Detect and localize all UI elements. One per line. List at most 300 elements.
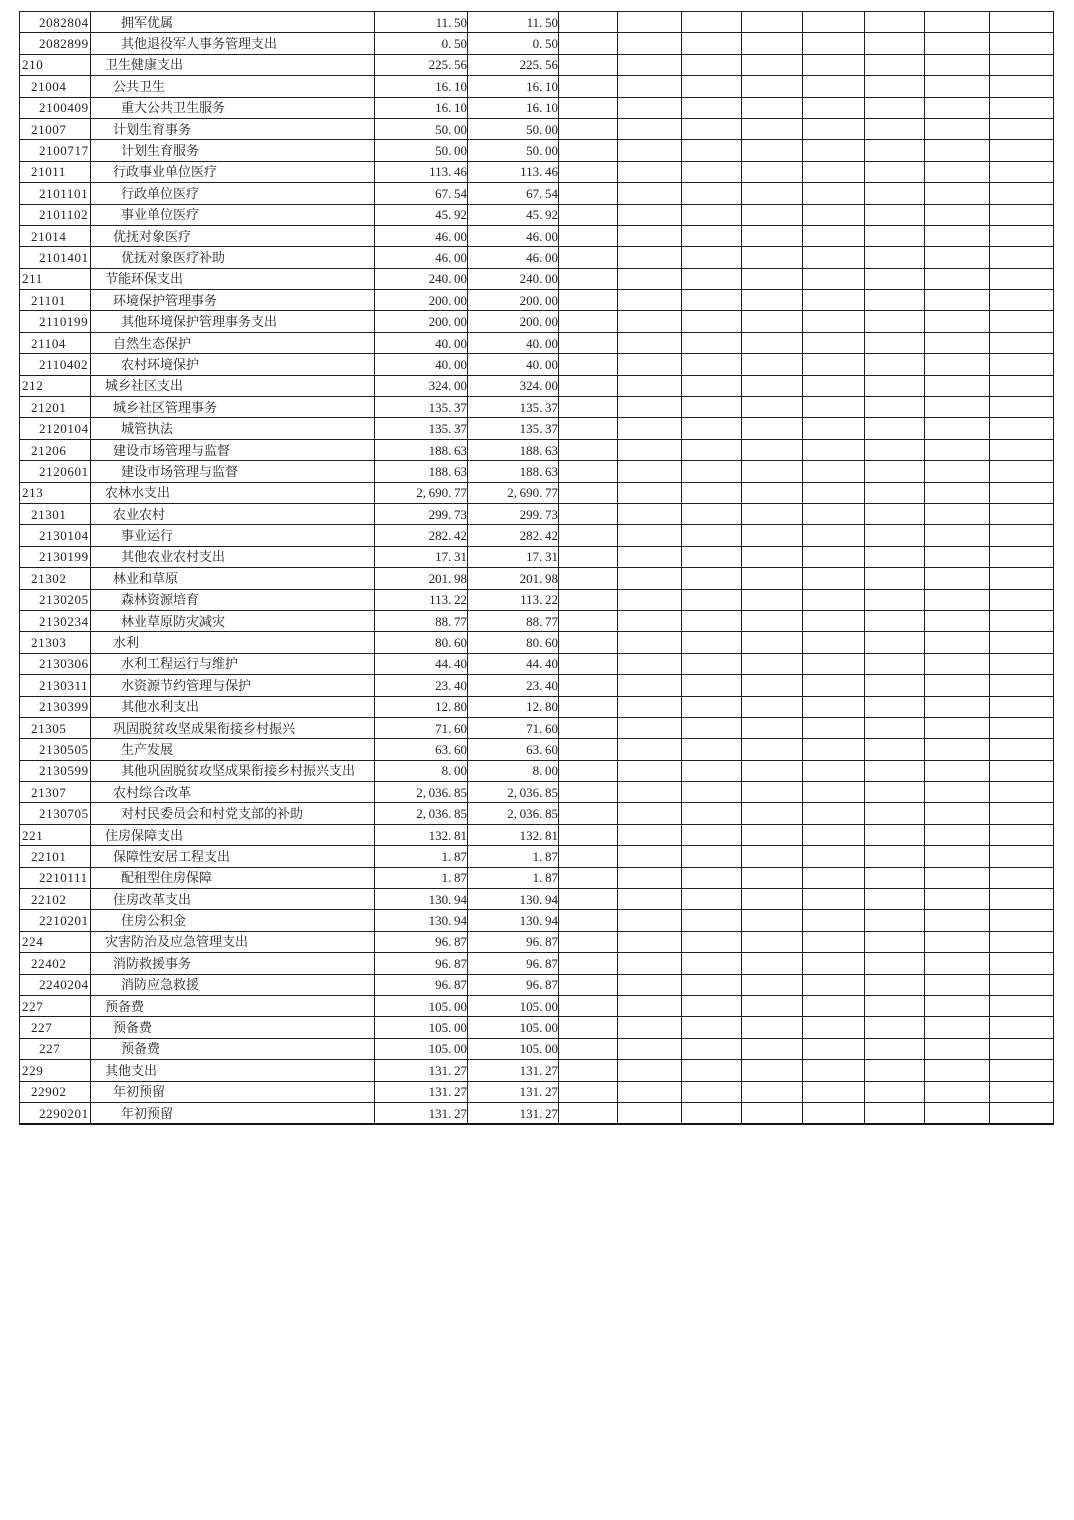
amount-cell-2: 132. 81 <box>468 824 559 845</box>
empty-cell <box>618 354 682 375</box>
table-row <box>20 118 1054 139</box>
table-row <box>20 589 1054 610</box>
amount-cell-1: 105. 00 <box>375 1038 468 1059</box>
empty-cell <box>618 418 682 439</box>
empty-cell <box>682 183 742 204</box>
empty-cell <box>742 995 803 1016</box>
amount-cell-1: 67. 54 <box>375 183 468 204</box>
empty-cell <box>990 161 1054 182</box>
table-row <box>20 290 1054 311</box>
table-row <box>20 204 1054 225</box>
item-name-cell: 年初预留 <box>91 1102 375 1124</box>
empty-cell <box>865 204 925 225</box>
empty-cell <box>925 824 990 845</box>
code-cell: 21305 <box>20 717 91 738</box>
empty-cell <box>618 1017 682 1038</box>
empty-cell <box>865 1038 925 1059</box>
empty-cell <box>925 1081 990 1102</box>
empty-cell <box>742 1081 803 1102</box>
empty-cell <box>742 953 803 974</box>
empty-cell <box>559 1017 618 1038</box>
amount-cell-1: 113. 46 <box>375 161 468 182</box>
empty-cell <box>742 97 803 118</box>
empty-cell <box>925 354 990 375</box>
empty-cell <box>865 846 925 867</box>
code-cell: 21011 <box>20 161 91 182</box>
amount-cell-2: 96. 87 <box>468 953 559 974</box>
table-row <box>20 503 1054 524</box>
table-row <box>20 974 1054 995</box>
empty-cell <box>803 589 865 610</box>
amount-cell-1: 113. 22 <box>375 589 468 610</box>
empty-cell <box>742 76 803 97</box>
item-name-cell: 配租型住房保障 <box>91 867 375 888</box>
empty-cell <box>618 632 682 653</box>
amount-cell-1: 130. 94 <box>375 889 468 910</box>
empty-cell <box>682 140 742 161</box>
empty-cell <box>990 931 1054 952</box>
empty-cell <box>559 1102 618 1124</box>
empty-cell <box>682 867 742 888</box>
empty-cell <box>742 332 803 353</box>
item-name-cell: 计划生育事务 <box>91 118 375 139</box>
table-row <box>20 268 1054 289</box>
empty-cell <box>865 739 925 760</box>
table-row <box>20 397 1054 418</box>
empty-cell <box>990 461 1054 482</box>
empty-cell <box>618 118 682 139</box>
empty-cell <box>742 439 803 460</box>
empty-cell <box>742 610 803 631</box>
code-cell: 2101102 <box>20 204 91 225</box>
table-row <box>20 632 1054 653</box>
empty-cell <box>803 739 865 760</box>
amount-cell-2: 113. 46 <box>468 161 559 182</box>
empty-cell <box>559 675 618 696</box>
empty-cell <box>803 953 865 974</box>
empty-cell <box>925 204 990 225</box>
empty-cell <box>682 632 742 653</box>
empty-cell <box>618 1081 682 1102</box>
empty-cell <box>865 867 925 888</box>
empty-cell <box>742 1038 803 1059</box>
empty-cell <box>559 889 618 910</box>
empty-cell <box>618 161 682 182</box>
amount-cell-1: 200. 00 <box>375 290 468 311</box>
empty-cell <box>742 397 803 418</box>
empty-cell <box>865 461 925 482</box>
empty-cell <box>803 161 865 182</box>
empty-cell <box>925 995 990 1016</box>
amount-cell-2: 0. 50 <box>468 33 559 54</box>
amount-cell-2: 105. 00 <box>468 1017 559 1038</box>
item-name-cell: 森林资源培育 <box>91 589 375 610</box>
empty-cell <box>865 717 925 738</box>
empty-cell <box>803 290 865 311</box>
empty-cell <box>618 140 682 161</box>
empty-cell <box>559 995 618 1016</box>
empty-cell <box>925 225 990 246</box>
empty-cell <box>990 1060 1054 1081</box>
empty-cell <box>865 760 925 781</box>
empty-cell <box>682 760 742 781</box>
amount-cell-2: 2, 036. 85 <box>468 803 559 824</box>
code-cell: 2130705 <box>20 803 91 824</box>
empty-cell <box>618 375 682 396</box>
table-row <box>20 461 1054 482</box>
empty-cell <box>925 803 990 824</box>
empty-cell <box>925 1060 990 1081</box>
empty-cell <box>865 953 925 974</box>
empty-cell <box>559 953 618 974</box>
empty-cell <box>990 503 1054 524</box>
amount-cell-2: 12. 80 <box>468 696 559 717</box>
table-row <box>20 482 1054 503</box>
empty-cell <box>990 846 1054 867</box>
amount-cell-2: 23. 40 <box>468 675 559 696</box>
empty-cell <box>865 546 925 567</box>
empty-cell <box>742 12 803 33</box>
empty-cell <box>865 375 925 396</box>
empty-cell <box>559 76 618 97</box>
empty-cell <box>682 824 742 845</box>
amount-cell-1: 1. 87 <box>375 867 468 888</box>
item-name-cell: 重大公共卫生服务 <box>91 97 375 118</box>
empty-cell <box>682 290 742 311</box>
table-row <box>20 803 1054 824</box>
empty-cell <box>803 546 865 567</box>
code-cell: 224 <box>20 931 91 952</box>
amount-cell-1: 188. 63 <box>375 461 468 482</box>
empty-cell <box>682 995 742 1016</box>
empty-cell <box>559 140 618 161</box>
empty-cell <box>742 1060 803 1081</box>
empty-cell <box>925 290 990 311</box>
empty-cell <box>682 589 742 610</box>
empty-cell <box>559 204 618 225</box>
empty-cell <box>803 760 865 781</box>
empty-cell <box>559 867 618 888</box>
item-name-cell: 住房保障支出 <box>91 824 375 845</box>
amount-cell-1: 96. 87 <box>375 974 468 995</box>
code-cell: 2101101 <box>20 183 91 204</box>
item-name-cell: 巩固脱贫攻坚成果衔接乡村振兴 <box>91 717 375 738</box>
empty-cell <box>682 12 742 33</box>
empty-cell <box>865 183 925 204</box>
item-name-cell: 优抚对象医疗补助 <box>91 247 375 268</box>
empty-cell <box>742 632 803 653</box>
empty-cell <box>803 225 865 246</box>
empty-cell <box>559 931 618 952</box>
empty-cell <box>803 354 865 375</box>
item-name-cell: 消防应急救援 <box>91 974 375 995</box>
amount-cell-1: 282. 42 <box>375 525 468 546</box>
empty-cell <box>742 311 803 332</box>
empty-cell <box>990 910 1054 931</box>
item-name-cell: 自然生态保护 <box>91 332 375 353</box>
empty-cell <box>742 739 803 760</box>
empty-cell <box>682 739 742 760</box>
empty-cell <box>990 782 1054 803</box>
empty-cell <box>742 54 803 75</box>
empty-cell <box>803 931 865 952</box>
item-name-cell: 环境保护管理事务 <box>91 290 375 311</box>
empty-cell <box>925 54 990 75</box>
empty-cell <box>559 546 618 567</box>
empty-cell <box>990 418 1054 439</box>
amount-cell-1: 44. 40 <box>375 653 468 674</box>
empty-cell <box>618 803 682 824</box>
amount-cell-1: 88. 77 <box>375 610 468 631</box>
empty-cell <box>742 525 803 546</box>
amount-cell-2: 16. 10 <box>468 76 559 97</box>
amount-cell-1: 132. 81 <box>375 824 468 845</box>
empty-cell <box>682 311 742 332</box>
empty-cell <box>618 675 682 696</box>
empty-cell <box>682 247 742 268</box>
amount-cell-2: 131. 27 <box>468 1060 559 1081</box>
empty-cell <box>618 610 682 631</box>
amount-cell-2: 67. 54 <box>468 183 559 204</box>
amount-cell-1: 71. 60 <box>375 717 468 738</box>
empty-cell <box>925 760 990 781</box>
amount-cell-1: 8. 00 <box>375 760 468 781</box>
empty-cell <box>925 311 990 332</box>
empty-cell <box>865 332 925 353</box>
empty-cell <box>865 610 925 631</box>
empty-cell <box>865 995 925 1016</box>
empty-cell <box>742 268 803 289</box>
empty-cell <box>925 739 990 760</box>
table-row <box>20 653 1054 674</box>
amount-cell-1: 46. 00 <box>375 247 468 268</box>
empty-cell <box>990 375 1054 396</box>
table-row <box>20 97 1054 118</box>
empty-cell <box>682 525 742 546</box>
empty-cell <box>925 653 990 674</box>
item-name-cell: 建设市场管理与监督 <box>91 461 375 482</box>
empty-cell <box>559 161 618 182</box>
empty-cell <box>990 889 1054 910</box>
item-name-cell: 住房改革支出 <box>91 889 375 910</box>
empty-cell <box>742 910 803 931</box>
code-cell: 21206 <box>20 439 91 460</box>
empty-cell <box>742 546 803 567</box>
empty-cell <box>865 1060 925 1081</box>
empty-cell <box>682 803 742 824</box>
empty-cell <box>925 397 990 418</box>
empty-cell <box>990 482 1054 503</box>
empty-cell <box>618 995 682 1016</box>
empty-cell <box>803 204 865 225</box>
item-name-cell: 行政单位医疗 <box>91 183 375 204</box>
empty-cell <box>865 931 925 952</box>
empty-cell <box>742 846 803 867</box>
empty-cell <box>682 33 742 54</box>
amount-cell-2: 40. 00 <box>468 354 559 375</box>
amount-cell-1: 135. 37 <box>375 418 468 439</box>
empty-cell <box>742 354 803 375</box>
empty-cell <box>559 589 618 610</box>
empty-cell <box>682 910 742 931</box>
empty-cell <box>925 183 990 204</box>
empty-cell <box>990 97 1054 118</box>
item-name-cell: 其他退役军人事务管理支出 <box>91 33 375 54</box>
empty-cell <box>559 910 618 931</box>
amount-cell-1: 96. 87 <box>375 931 468 952</box>
empty-cell <box>559 803 618 824</box>
amount-cell-2: 17. 31 <box>468 546 559 567</box>
empty-cell <box>618 910 682 931</box>
empty-cell <box>925 439 990 460</box>
budget-expenditure-table <box>19 11 1054 1125</box>
item-name-cell: 节能环保支出 <box>91 268 375 289</box>
empty-cell <box>925 1017 990 1038</box>
empty-cell <box>925 910 990 931</box>
amount-cell-1: 17. 31 <box>375 546 468 567</box>
empty-cell <box>803 54 865 75</box>
table-row <box>20 675 1054 696</box>
amount-cell-1: 16. 10 <box>375 76 468 97</box>
empty-cell <box>618 268 682 289</box>
amount-cell-1: 16. 10 <box>375 97 468 118</box>
empty-cell <box>682 204 742 225</box>
empty-cell <box>682 931 742 952</box>
empty-cell <box>865 118 925 139</box>
empty-cell <box>865 889 925 910</box>
amount-cell-1: 50. 00 <box>375 118 468 139</box>
empty-cell <box>865 33 925 54</box>
code-cell: 2130306 <box>20 653 91 674</box>
empty-cell <box>803 439 865 460</box>
amount-cell-1: 63. 60 <box>375 739 468 760</box>
empty-cell <box>925 782 990 803</box>
empty-cell <box>803 482 865 503</box>
empty-cell <box>925 568 990 589</box>
empty-cell <box>559 332 618 353</box>
empty-cell <box>803 332 865 353</box>
empty-cell <box>682 54 742 75</box>
amount-cell-2: 2, 036. 85 <box>468 782 559 803</box>
empty-cell <box>865 503 925 524</box>
amount-cell-2: 44. 40 <box>468 653 559 674</box>
empty-cell <box>559 824 618 845</box>
empty-cell <box>682 782 742 803</box>
item-name-cell: 水利工程运行与维护 <box>91 653 375 674</box>
empty-cell <box>682 97 742 118</box>
empty-cell <box>990 332 1054 353</box>
table-row <box>20 889 1054 910</box>
table-row <box>20 332 1054 353</box>
empty-cell <box>742 418 803 439</box>
empty-cell <box>990 140 1054 161</box>
empty-cell <box>990 739 1054 760</box>
empty-cell <box>803 696 865 717</box>
item-name-cell: 城乡社区管理事务 <box>91 397 375 418</box>
amount-cell-1: 40. 00 <box>375 354 468 375</box>
amount-cell-2: 130. 94 <box>468 910 559 931</box>
amount-cell-2: 188. 63 <box>468 461 559 482</box>
empty-cell <box>559 696 618 717</box>
empty-cell <box>865 824 925 845</box>
code-cell: 22402 <box>20 953 91 974</box>
empty-cell <box>682 889 742 910</box>
empty-cell <box>742 33 803 54</box>
empty-cell <box>682 696 742 717</box>
empty-cell <box>803 1017 865 1038</box>
empty-cell <box>742 140 803 161</box>
empty-cell <box>990 54 1054 75</box>
empty-cell <box>865 974 925 995</box>
empty-cell <box>682 953 742 974</box>
empty-cell <box>682 375 742 396</box>
empty-cell <box>682 332 742 353</box>
table-row <box>20 439 1054 460</box>
amount-cell-1: 130. 94 <box>375 910 468 931</box>
empty-cell <box>559 1060 618 1081</box>
empty-cell <box>618 717 682 738</box>
empty-cell <box>618 76 682 97</box>
empty-cell <box>803 33 865 54</box>
empty-cell <box>559 439 618 460</box>
empty-cell <box>925 268 990 289</box>
code-cell: 210 <box>20 54 91 75</box>
code-cell: 212 <box>20 375 91 396</box>
empty-cell <box>559 846 618 867</box>
empty-cell <box>618 1060 682 1081</box>
amount-cell-1: 200. 00 <box>375 311 468 332</box>
empty-cell <box>925 1102 990 1124</box>
empty-cell <box>925 33 990 54</box>
empty-cell <box>742 589 803 610</box>
empty-cell <box>618 846 682 867</box>
empty-cell <box>990 995 1054 1016</box>
item-name-cell: 计划生育服务 <box>91 140 375 161</box>
empty-cell <box>682 76 742 97</box>
amount-cell-1: 131. 27 <box>375 1060 468 1081</box>
empty-cell <box>990 204 1054 225</box>
table-row <box>20 54 1054 75</box>
amount-cell-1: 96. 87 <box>375 953 468 974</box>
empty-cell <box>682 974 742 995</box>
code-cell: 21302 <box>20 568 91 589</box>
amount-cell-2: 105. 00 <box>468 995 559 1016</box>
empty-cell <box>803 675 865 696</box>
empty-cell <box>990 118 1054 139</box>
item-name-cell: 其他支出 <box>91 1060 375 1081</box>
amount-cell-1: 135. 37 <box>375 397 468 418</box>
empty-cell <box>925 140 990 161</box>
empty-cell <box>682 610 742 631</box>
empty-cell <box>925 247 990 268</box>
code-cell: 2120104 <box>20 418 91 439</box>
amount-cell-1: 131. 27 <box>375 1102 468 1124</box>
code-cell: 21301 <box>20 503 91 524</box>
empty-cell <box>925 675 990 696</box>
table-row <box>20 1017 1054 1038</box>
amount-cell-2: 135. 37 <box>468 418 559 439</box>
table-row <box>20 1060 1054 1081</box>
empty-cell <box>803 268 865 289</box>
empty-cell <box>682 118 742 139</box>
empty-cell <box>990 696 1054 717</box>
empty-cell <box>803 867 865 888</box>
empty-cell <box>559 782 618 803</box>
empty-cell <box>925 953 990 974</box>
empty-cell <box>865 397 925 418</box>
empty-cell <box>865 268 925 289</box>
empty-cell <box>803 247 865 268</box>
